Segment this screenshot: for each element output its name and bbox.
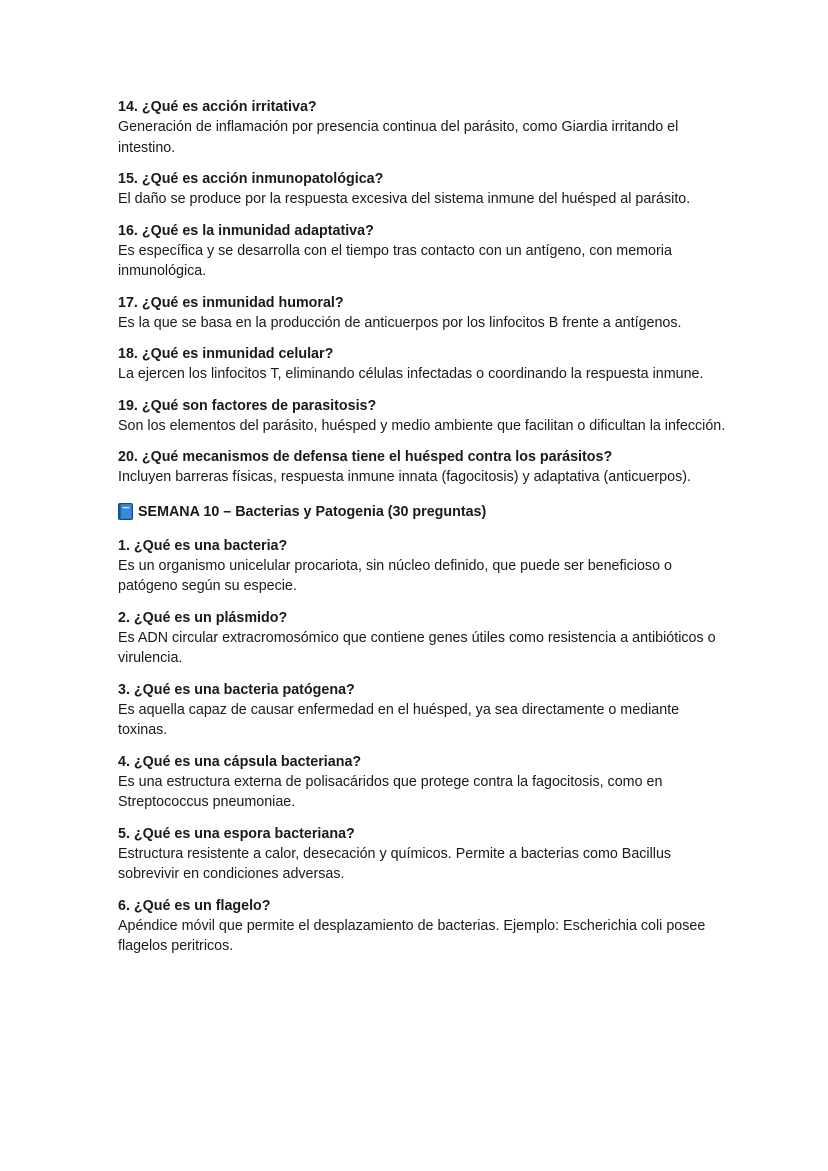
question: 1. ¿Qué es una bacteria? — [118, 537, 288, 554]
question: 4. ¿Qué es una cápsula bacteriana? — [118, 753, 362, 770]
book-icon — [118, 503, 133, 520]
answer: Es específica y se desarrolla con el tiempo tras contacto con un antígeno, con memoria inmunológica. — [118, 242, 672, 279]
answer: Son los elementos del parásito, huésped y medio ambiente que facilitan o dificultan la infección. — [118, 417, 726, 434]
qa-item — [118, 752, 728, 813]
question: 16. ¿Qué es la inmunidad adaptativa? — [118, 222, 374, 239]
section-title: SEMANA 10 – Bacterias y Patogenia (30 preguntas) — [138, 503, 487, 520]
qa-item — [118, 344, 728, 385]
question: 5. ¿Qué es una espora bacteriana? — [118, 825, 355, 842]
answer: Es un organismo unicelular procariota, sin núcleo definido, que puede ser beneficioso o patógeno según su especie. — [118, 557, 672, 594]
question: 6. ¿Qué es un flagelo? — [118, 897, 271, 914]
qa-item — [118, 447, 728, 488]
question: 17. ¿Qué es inmunidad humoral? — [118, 294, 344, 311]
qa-item — [118, 169, 728, 210]
answer: Es la que se basa en la producción de anticuerpos por los linfocitos B frente a antígenos. — [118, 314, 682, 331]
answer: Incluyen barreras físicas, respuesta inmune innata (fagocitosis) y adaptativa (anticuerpos). — [118, 469, 691, 485]
qa-item — [118, 536, 728, 597]
answer: Apéndice móvil que permite el desplazamiento de bacterias. Ejemplo: Escherichia coli posee flagelos peritricos. — [118, 917, 706, 954]
answer: La ejercen los linfocitos T, eliminando células infectadas o coordinando la respuesta inmune. — [118, 366, 704, 382]
question: 18. ¿Qué es inmunidad celular? — [118, 346, 334, 362]
qa-item — [118, 824, 728, 885]
answer: Es ADN circular extracromosómico que contiene genes útiles como resistencia a antibióticos o virulencia. — [118, 629, 716, 666]
qa-item — [118, 293, 728, 334]
answer: El daño se produce por la respuesta excesiva del sistema inmune del huésped al parásito. — [118, 191, 691, 207]
answer: Estructura resistente a calor, desecación y químicos. Permite a bacterias como Bacillus sobrevivir en condiciones adversas. — [118, 845, 672, 882]
question: 19. ¿Qué son factores de parasitosis? — [118, 397, 377, 414]
qa-item — [118, 680, 728, 741]
question: 2. ¿Qué es un plásmido? — [118, 609, 288, 626]
answer: Es aquella capaz de causar enfermedad en el huésped, ya sea directamente o mediante toxinas. — [118, 701, 680, 738]
qa-item — [118, 608, 728, 669]
answer: Generación de inflamación por presencia continua del parásito, como Giardia irritando el intestino. — [118, 119, 679, 156]
answer: Es una estructura externa de polisacáridos que protege contra la fagocitosis, como en Streptococcus pneumoniae. — [118, 773, 663, 810]
section-heading — [118, 502, 728, 522]
qa-item — [118, 221, 728, 282]
qa-item — [118, 396, 728, 437]
question: 3. ¿Qué es una bacteria patógena? — [118, 681, 355, 698]
qa-item — [118, 896, 728, 957]
question: 20. ¿Qué mecanismos de defensa tiene el huésped contra los parásitos? — [118, 449, 613, 465]
question: 15. ¿Qué es acción inmunopatológica? — [118, 171, 384, 187]
qa-item — [118, 97, 728, 158]
question: 14. ¿Qué es acción irritativa? — [118, 99, 317, 115]
